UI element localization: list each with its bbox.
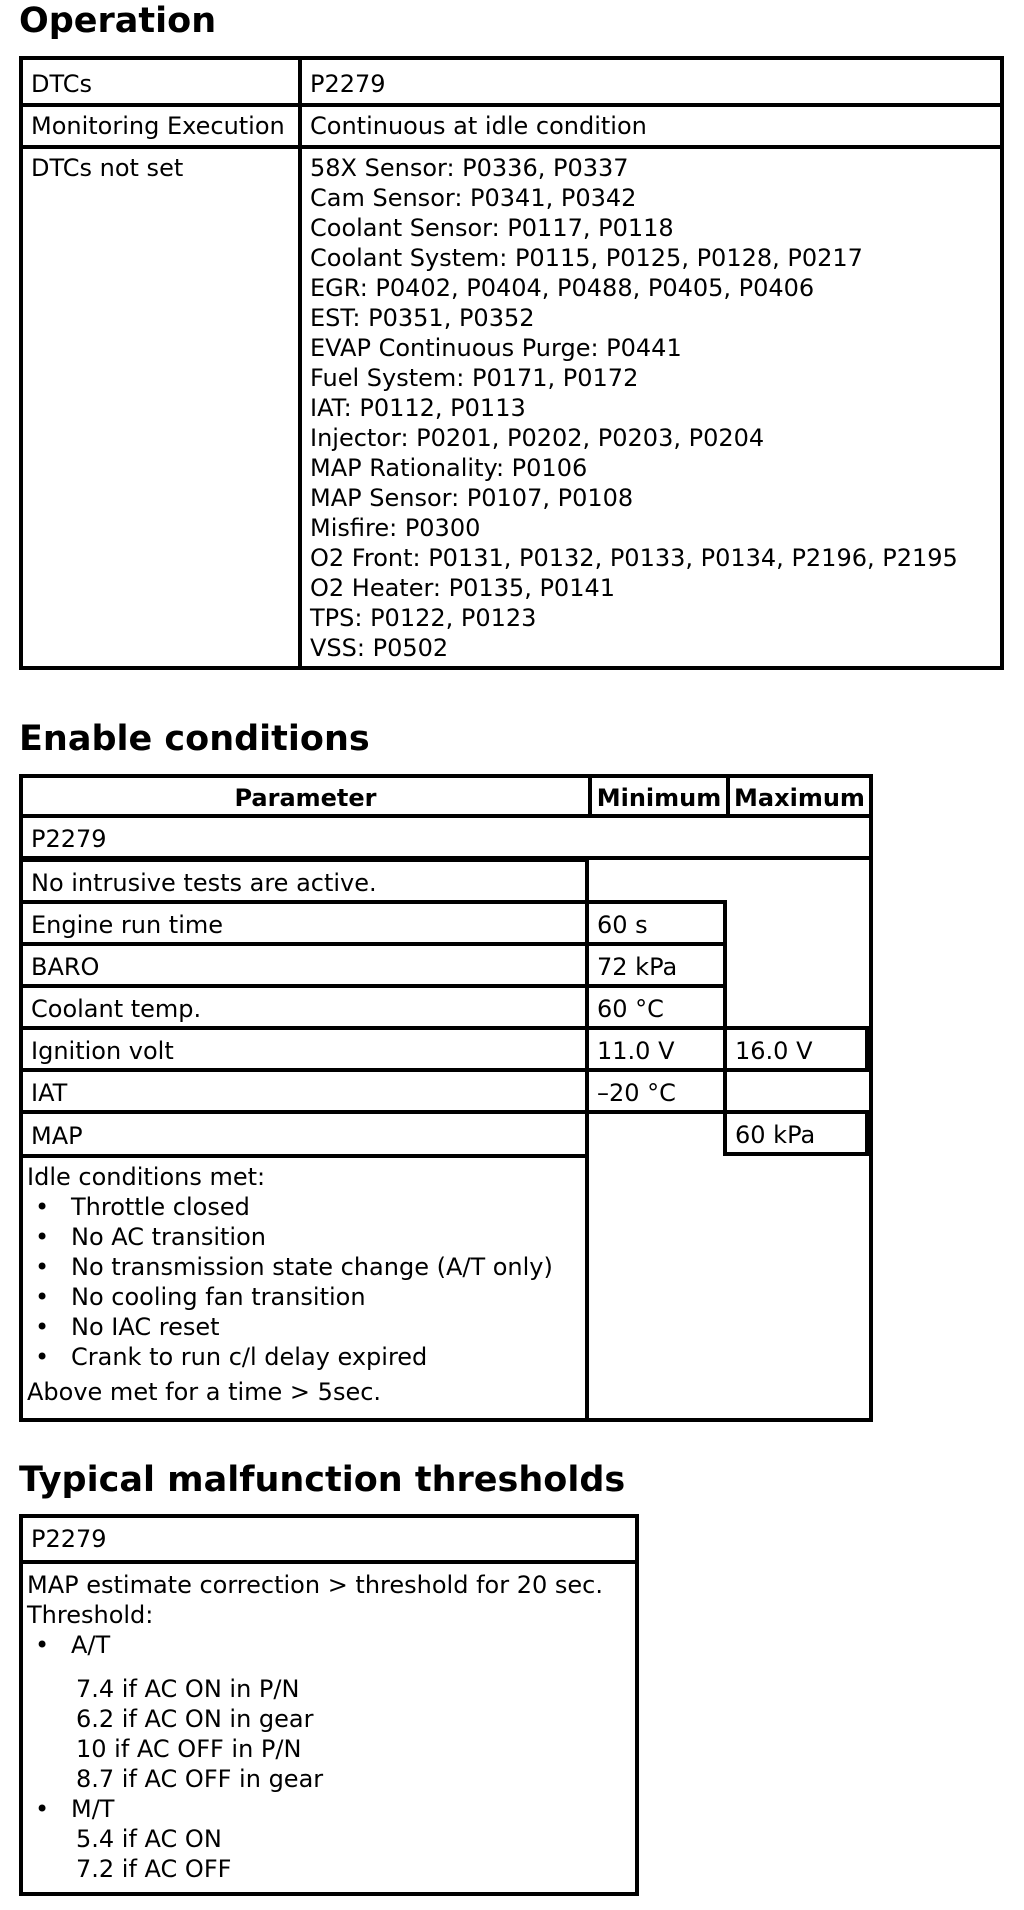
min-ignition-volt: 11.0 V xyxy=(597,1037,675,1065)
thresholds-heading: Typical malfunction thresholds xyxy=(19,1460,626,1500)
dtc-item: TPS: P0122, P0123 xyxy=(310,604,537,632)
bullet-icon: • xyxy=(35,1283,50,1311)
param-iat: IAT xyxy=(31,1079,68,1107)
idle-item: • Crank to run c/l delay expired xyxy=(27,1342,553,1372)
threshold-group-label: P2279 xyxy=(31,1525,107,1553)
dtc-item: MAP Sensor: P0107, P0108 xyxy=(310,484,634,512)
idle-footer: Above met for a time > 5sec. xyxy=(27,1378,382,1406)
param-baro: BARO xyxy=(31,953,100,981)
threshold-line2: Threshold: xyxy=(27,1601,154,1629)
min-baro: 72 kPa xyxy=(597,953,678,981)
at-label: • A/T xyxy=(27,1630,603,1660)
bullet-icon: • xyxy=(35,1253,50,1281)
mt-item: 7.2 if AC OFF xyxy=(76,1855,232,1883)
at-item: 7.4 if AC ON in P/N xyxy=(76,1675,300,1703)
at-item: 6.2 if AC ON in gear xyxy=(76,1705,314,1733)
dtc-item: Coolant Sensor: P0117, P0118 xyxy=(310,214,674,242)
bullet-icon: • xyxy=(35,1313,50,1341)
dtc-item: 58X Sensor: P0336, P0337 xyxy=(310,154,629,182)
idle-item: • No IAC reset xyxy=(27,1312,553,1342)
min-coolant-temp: 60 °C xyxy=(597,995,664,1023)
idle-conditions xyxy=(27,1162,553,1407)
idle-item: • No cooling fan transition xyxy=(27,1282,553,1312)
min-iat: –20 °C xyxy=(597,1079,676,1107)
param-map: MAP xyxy=(31,1122,83,1150)
param-ignition-volt: Ignition volt xyxy=(31,1037,174,1065)
at-item: 10 if AC OFF in P/N xyxy=(76,1735,302,1763)
bullet-icon: • xyxy=(35,1795,50,1823)
dtcs-not-set-label: DTCs not set xyxy=(31,154,184,182)
dtcs-label: DTCs xyxy=(31,70,92,98)
dtc-item: Injector: P0201, P0202, P0203, P0204 xyxy=(310,424,765,452)
dtc-item: Coolant System: P0115, P0125, P0128, P0217 xyxy=(310,244,863,272)
thresholds-table xyxy=(19,1514,639,1896)
threshold-content xyxy=(27,1570,603,1884)
bullet-icon: • xyxy=(35,1343,50,1371)
operation-heading: Operation xyxy=(19,1,217,41)
mt-item: 5.4 if AC ON xyxy=(76,1825,222,1853)
idle-item: • No AC transition xyxy=(27,1222,553,1252)
param-engine-run-time: Engine run time xyxy=(31,911,224,939)
bullet-icon: • xyxy=(35,1193,50,1221)
dtc-item: EVAP Continuous Purge: P0441 xyxy=(310,334,682,362)
bullet-icon: • xyxy=(35,1223,50,1251)
no-intrusive-tests: No intrusive tests are active. xyxy=(31,869,377,897)
mt-label: • M/T xyxy=(27,1794,603,1824)
dtc-item: VSS: P0502 xyxy=(310,634,449,662)
max-ignition-volt: 16.0 V xyxy=(735,1037,813,1065)
header-minimum: Minimum xyxy=(596,784,722,812)
dtc-item: IAT: P0112, P0113 xyxy=(310,394,526,422)
threshold-line1: MAP estimate correction > threshold for 20 sec. xyxy=(27,1571,603,1599)
bullet-icon: • xyxy=(35,1631,50,1659)
idle-title: Idle conditions met: xyxy=(27,1163,266,1191)
min-engine-run-time: 60 s xyxy=(597,911,648,939)
dtc-item: MAP Rationality: P0106 xyxy=(310,454,588,482)
idle-item: • Throttle closed xyxy=(27,1192,553,1222)
enable-heading: Enable conditions xyxy=(19,719,370,759)
idle-item: • No transmission state change (A/T only) xyxy=(27,1252,553,1282)
header-parameter: Parameter xyxy=(234,784,377,812)
dtcs-value: P2279 xyxy=(310,70,386,98)
operation-table xyxy=(19,56,1004,670)
param-coolant-temp: Coolant temp. xyxy=(31,995,202,1023)
dtcs-not-set-list xyxy=(310,153,958,663)
max-map: 60 kPa xyxy=(735,1121,816,1149)
at-item: 8.7 if AC OFF in gear xyxy=(76,1765,324,1793)
dtc-item: Misfire: P0300 xyxy=(310,514,481,542)
dtc-item: O2 Front: P0131, P0132, P0133, P0134, P2196, P2195 xyxy=(310,544,958,572)
dtc-item: Cam Sensor: P0341, P0342 xyxy=(310,184,637,212)
monitoring-label: Monitoring Execution xyxy=(31,112,285,140)
dtc-item: O2 Heater: P0135, P0141 xyxy=(310,574,616,602)
header-maximum: Maximum xyxy=(734,784,865,812)
monitoring-value: Continuous at idle condition xyxy=(310,112,647,140)
dtc-item: EGR: P0402, P0404, P0488, P0405, P0406 xyxy=(310,274,815,302)
dtc-item: EST: P0351, P0352 xyxy=(310,304,535,332)
dtc-item: Fuel System: P0171, P0172 xyxy=(310,364,639,392)
enable-group-label: P2279 xyxy=(31,825,107,853)
